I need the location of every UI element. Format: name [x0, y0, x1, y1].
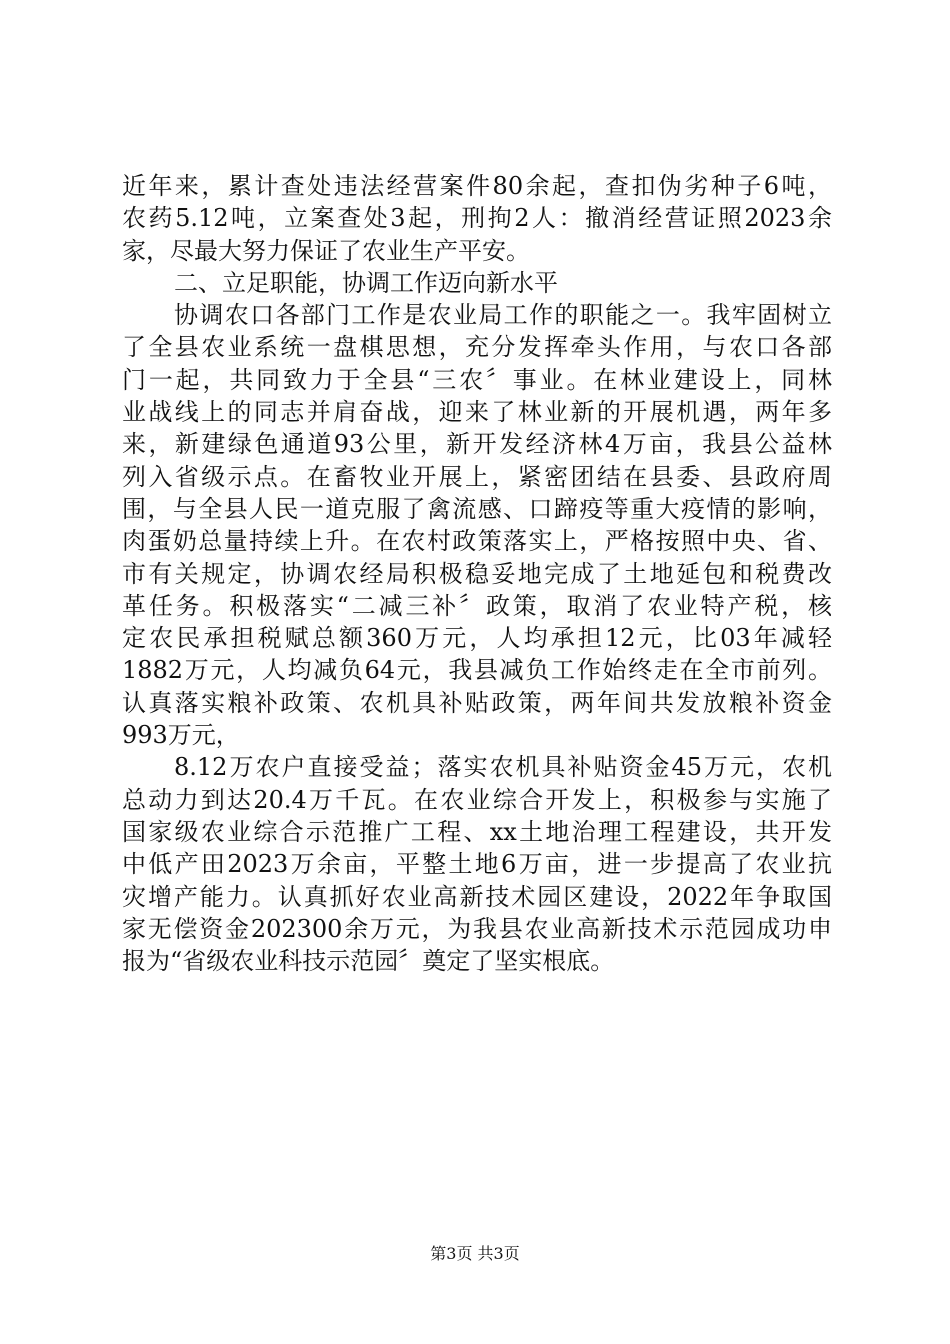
text-line: 来，新建绿色通道93公里，新开发经济林4万亩，我县公益林	[122, 430, 832, 459]
text-line: 市有关规定，协调农经局积极稳妥地完成了土地延包和税费改	[122, 559, 832, 588]
text-line: 列入省级示点。在畜牧业开展上，紧密团结在县委、县政府周	[122, 462, 832, 491]
text-line: 了全县农业系统一盘棋思想，充分发挥牵头作用，与农口各部	[122, 333, 832, 362]
text-line: 肉蛋奶总量持续上升。在农村政策落实上，严格按照中央、省、	[122, 527, 832, 556]
paragraph-2	[122, 299, 832, 751]
text-line: 认真落实粮补政策、农机具补贴政策，两年间共发放粮补资金	[122, 688, 832, 717]
text-line: 定农民承担税赋总额360万元，人均承担12元，比03年减轻	[122, 624, 832, 653]
page-number: 第3页 共3页	[430, 1244, 520, 1263]
paragraph-3	[122, 751, 832, 977]
text-line: 报为“省级农业科技示范园〞奠定了坚实根底。	[122, 947, 615, 976]
text-line: 近年来，累计查处违法经营案件80余起，查扣伪劣种子6吨，	[122, 172, 832, 200]
text-line: 家，尽最大努力保证了农业生产平安。	[122, 236, 530, 265]
text-line: 中低产田2023万余亩，平整土地6万亩，进一步提高了农业抗	[122, 850, 832, 879]
section-heading: 二、立足职能，协调工作迈向新水平	[174, 268, 558, 297]
text-line: 总动力到达20.4万千瓦。在农业综合开发上，积极参与实施了	[122, 785, 832, 814]
text-line: 革任务。积极落实“二减三补〞政策，取消了农业特产税，核	[122, 591, 832, 620]
text-line: 围，与全县人民一道克服了禽流感、口蹄疫等重大疫情的影响，	[122, 494, 832, 523]
paragraph-1	[122, 170, 832, 267]
text-line: 门一起，共同致力于全县“三农〞事业。在林业建设上，同林	[122, 365, 832, 394]
text-line: 业战线上的同志并肩奋战，迎来了林业新的开展机遇，两年多	[122, 398, 832, 427]
text-line: 国家级农业综合示范推广工程、xx土地治理工程建设，共开发	[122, 817, 832, 846]
text-line: 协调农口各部门工作是农业局工作的职能之一。我牢固树立	[174, 301, 832, 330]
text-line: 8.12万农户直接受益；落实农机具补贴资金45万元，农机	[174, 753, 832, 782]
text-line: 农药5.12吨，立案查处3起，刑拘2人：撤消经营证照2023余	[122, 204, 832, 233]
text-line: 家无偿资金202300余万元，为我县农业高新技术示范园成功申	[122, 914, 832, 943]
document-body	[122, 170, 832, 977]
text-line: 993万元，	[122, 721, 240, 750]
page-footer	[0, 1244, 950, 1264]
text-line: 1882万元，人均减负64元，我县减负工作始终走在全市前列。	[122, 656, 832, 685]
text-line: 灾增产能力。认真抓好农业高新技术园区建设，2022年争取国	[122, 882, 832, 911]
